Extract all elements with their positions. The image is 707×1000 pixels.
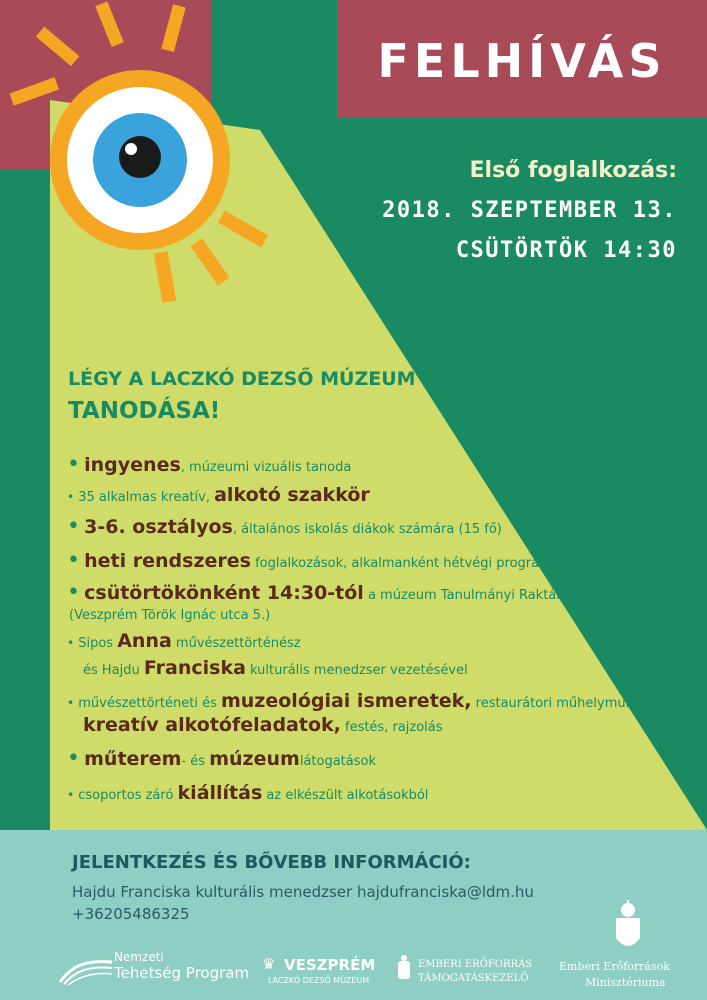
list-item: kreatív alkotófeladatok, festés, rajzolás: [83, 714, 443, 736]
list-item: • heti rendszeres foglalkozások, alkalmanként hétvégi programok: [67, 548, 568, 573]
wave-icon: [58, 954, 114, 986]
eye-icon: [50, 70, 230, 250]
day-time-line: CSÜTÖRTÖK 14:30: [455, 238, 677, 263]
list-item: • ingyenes, múzeumi vizuális tanoda: [67, 452, 352, 477]
list-item: (Veszprém Török Ignác utca 5.): [69, 608, 271, 623]
emmi-logo: [555, 898, 705, 993]
emet-line2: TÁMOGATÁSKEZELŐ: [418, 973, 529, 984]
page-title: FELHÍVÁS: [377, 34, 667, 88]
coat-of-arms-icon: [608, 898, 648, 956]
list-item: és Hajdu Franciska kulturális menedzser vezetésével: [83, 657, 468, 679]
emmi-line1: Emberi Erőforrások: [559, 960, 670, 973]
ntp-logo: [58, 950, 258, 990]
ntp-line1: Nemzeti: [114, 950, 164, 964]
emet-logo: [396, 955, 551, 990]
date-line: 2018. SZEPTEMBER 13.: [382, 198, 677, 223]
ntp-line2: Tehetség Program: [114, 964, 250, 982]
crown-icon: ♛: [262, 955, 276, 973]
list-item: • csütörtökönként 14:30-tól a múzeum Tanulmányi Raktárában: [67, 580, 595, 605]
list-item: • művészettörténeti és muzeológiai ismeretek, restaurátori műhelymunka,: [67, 690, 654, 712]
list-item: • 3-6. osztályos, általános iskolás diákok számára (15 fő): [67, 514, 502, 539]
registration-contact: Hajdu Franciska kulturális menedzser hajdufranciska@ldm.hu: [72, 883, 534, 901]
list-item: • Sipos Anna művészettörténész: [67, 630, 301, 652]
registration-phone: +36205486325: [72, 905, 190, 923]
list-item: • műterem- és múzeumlátogatások: [67, 746, 376, 771]
veszprem-logo: [262, 955, 387, 990]
emmi-line2: Minisztériuma: [585, 976, 666, 989]
veszprem-line1: VESZPRÉM: [284, 956, 376, 974]
list-item: • 35 alkalmas kreatív, alkotó szakkör: [67, 484, 370, 506]
veszprem-line2: LACZKÓ DEZSŐ MÚZEUM: [268, 976, 370, 985]
first-session-label: Első foglalkozás:: [469, 158, 677, 183]
headline-line1: LÉGY A LACZKÓ DEZSŐ MÚZEUM: [68, 368, 416, 390]
headline-line2: TANODÁSA!: [68, 398, 221, 424]
registration-title: JELENTKEZÉS ÉS BŐVEBB INFORMÁCIÓ:: [72, 852, 471, 873]
list-item: • csoportos záró kiállítás az elkészült alkotásokból: [67, 782, 429, 804]
coat-of-arms-icon: [396, 955, 412, 985]
emet-line1: EMBERI ERŐFORRÁS: [418, 959, 533, 970]
